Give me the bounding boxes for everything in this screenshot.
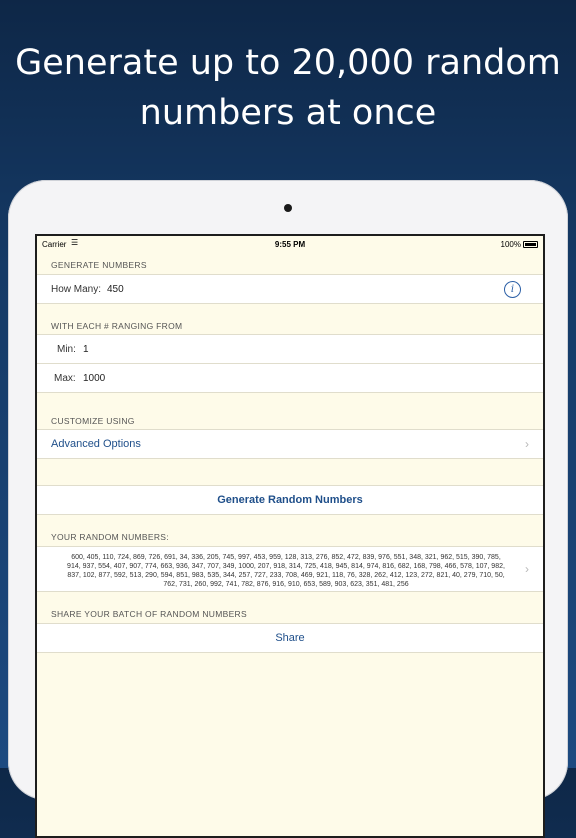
camera-icon xyxy=(284,204,292,212)
status-time: 9:55 PM xyxy=(274,240,306,249)
chevron-right-icon: › xyxy=(525,562,529,576)
app-screen xyxy=(35,234,545,838)
random-numbers-line: 837, 102, 877, 592, 513, 290, 594, 851, 983, 535, 344, 257, 727, 233, 708, 469, 921, 118, 76, 328, 262, 412, 123, 272, 821, 40, 279, 710, 50, xyxy=(67,572,505,579)
how-many-label: How Many: xyxy=(51,284,102,295)
max-row[interactable] xyxy=(37,363,543,393)
wifi-icon: ☰ xyxy=(71,238,79,247)
random-numbers-row[interactable] xyxy=(37,546,543,592)
random-numbers-text xyxy=(51,553,521,589)
chevron-right-icon: › xyxy=(525,437,529,451)
random-numbers-line: 914, 937, 554, 407, 907, 774, 663, 936, 347, 707, 349, 1000, 207, 918, 314, 725, 418, 945, 814, 974, 816, 682, 168, 798, 466, 578, 107, 982, xyxy=(67,563,505,570)
carrier-label: Carrier xyxy=(42,240,67,249)
battery-percent: 100% xyxy=(500,240,521,249)
min-input[interactable]: 1 xyxy=(83,344,89,355)
headline xyxy=(0,38,576,138)
share-button-label: Share xyxy=(275,632,305,644)
range-section-header: WITH EACH # RANGING FROM xyxy=(51,321,183,331)
advanced-options-row[interactable] xyxy=(37,429,543,459)
info-icon[interactable]: i xyxy=(504,281,521,298)
results-section-header: YOUR RANDOM NUMBERS: xyxy=(51,532,169,542)
battery-icon xyxy=(523,241,538,248)
max-input[interactable]: 1000 xyxy=(83,373,106,384)
share-section-header: SHARE YOUR BATCH OF RANDOM NUMBERS xyxy=(51,609,247,619)
headline-line-2: numbers at once xyxy=(139,93,437,133)
generate-button[interactable] xyxy=(37,485,543,515)
headline-line-1: Generate up to 20,000 random xyxy=(15,43,561,83)
min-row[interactable] xyxy=(37,334,543,364)
customize-section-header: CUSTOMIZE USING xyxy=(51,416,135,426)
random-numbers-line: 600, 405, 110, 724, 869, 726, 691, 34, 336, 205, 745, 997, 453, 959, 128, 313, 276, 852, 472, 839, 976, 551, 348, 321, 962, 515, 390, 785, xyxy=(71,554,501,561)
how-many-input[interactable]: 450 xyxy=(107,284,124,295)
generate-section-header: GENERATE NUMBERS xyxy=(51,260,147,270)
share-button[interactable] xyxy=(37,623,543,653)
how-many-row[interactable] xyxy=(37,274,543,304)
max-label: Max: xyxy=(54,373,76,384)
generate-button-label: Generate Random Numbers xyxy=(217,494,363,506)
status-bar xyxy=(37,236,543,252)
ipad-frame xyxy=(8,180,568,800)
min-label: Min: xyxy=(57,344,76,355)
advanced-options-label: Advanced Options xyxy=(51,438,141,450)
random-numbers-line: 762, 731, 260, 992, 741, 782, 876, 916, 910, 653, 589, 903, 623, 351, 481, 256 xyxy=(163,581,409,588)
